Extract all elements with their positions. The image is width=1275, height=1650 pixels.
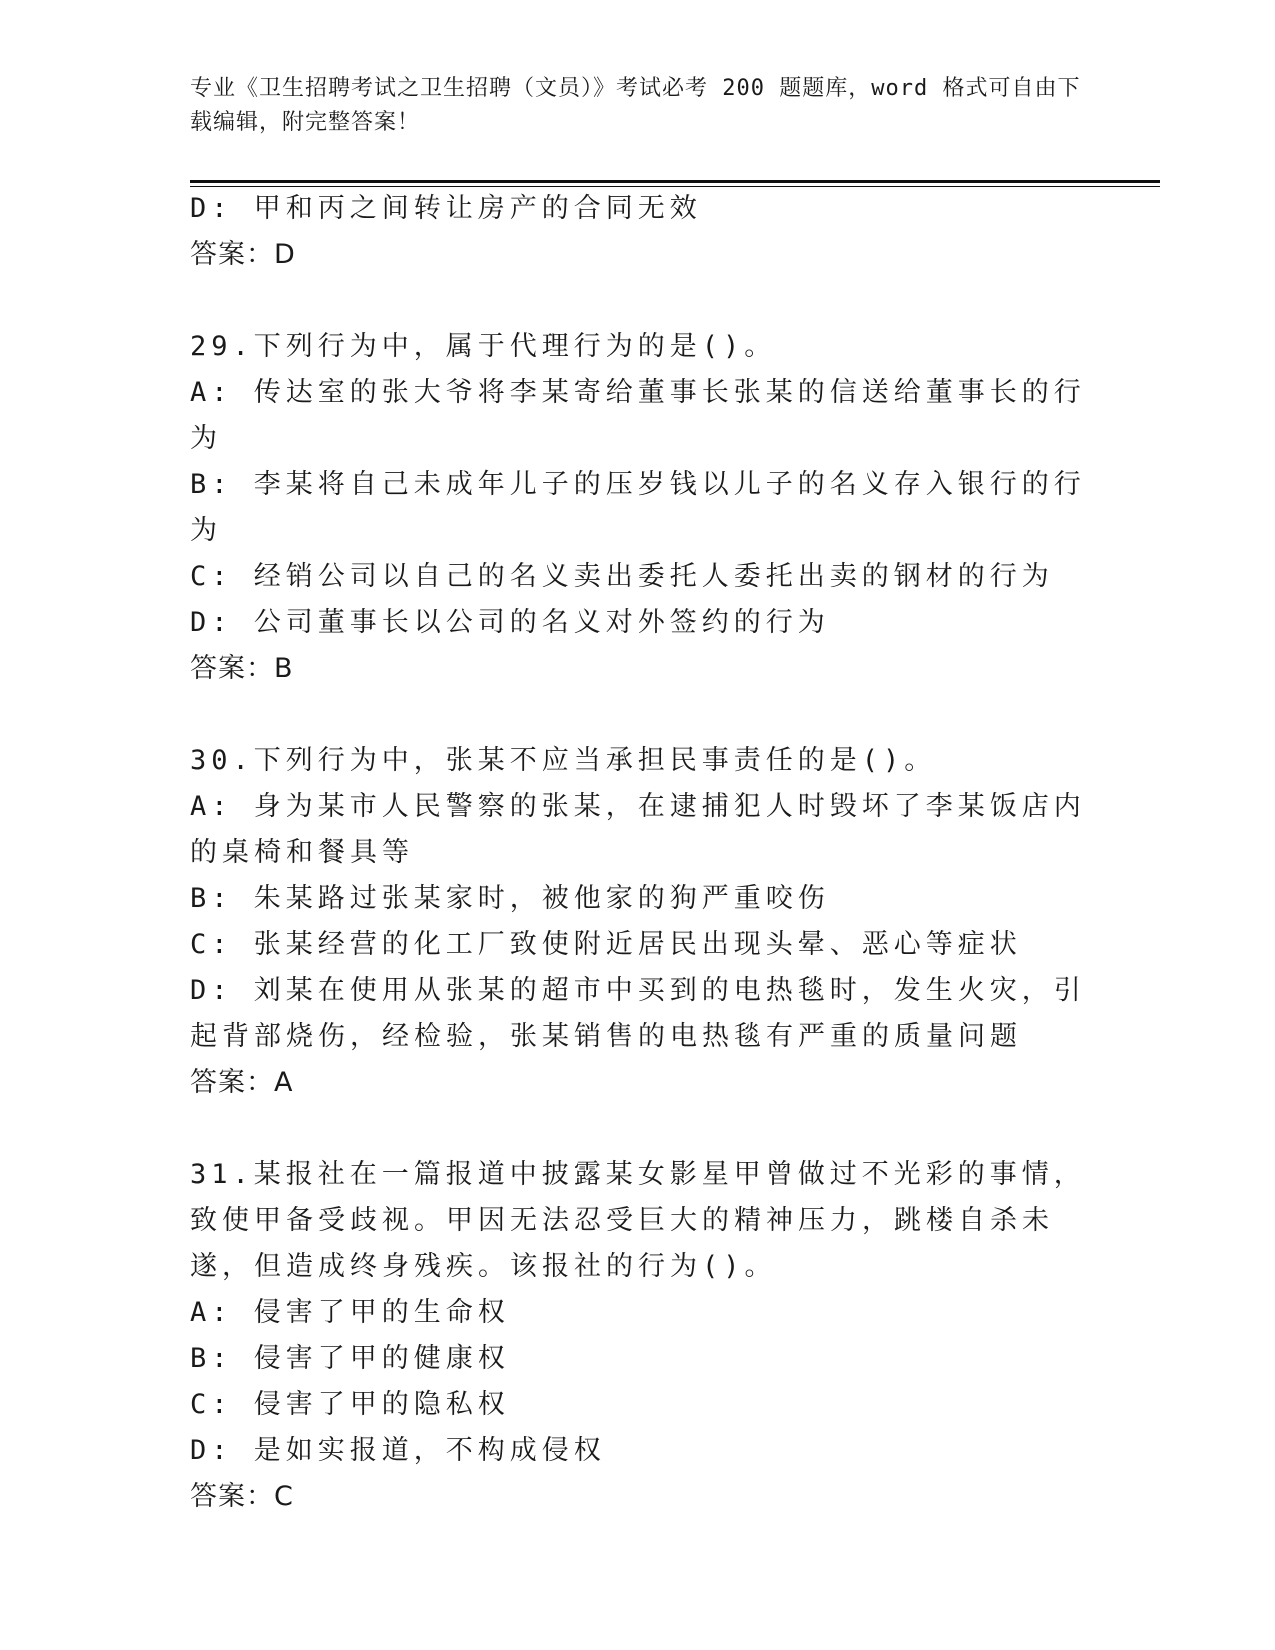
- option-b: B: 李某将自己未成年儿子的压岁钱以儿子的名义存入银行的行为: [190, 469, 1086, 546]
- prev-answer: 答案：D: [190, 239, 296, 270]
- option-c: C: 张某经营的化工厂致使附近居民出现头晕、恶心等症状: [190, 929, 1022, 960]
- question-stem: 29.下列行为中，属于代理行为的是()。: [190, 331, 777, 362]
- question-content: [190, 186, 1090, 1520]
- question-stem: 30.下列行为中，张某不应当承担民事责任的是()。: [190, 745, 937, 776]
- option-a: A: 身为某市人民警察的张某，在逮捕犯人时毁坏了李某饭店内的桌椅和餐具等: [190, 791, 1086, 868]
- answer-line: 答案：B: [190, 653, 294, 684]
- spacer: [190, 692, 1090, 738]
- answer-line: 答案：A: [190, 1067, 294, 1098]
- option-b: B: 朱某路过张某家时，被他家的狗严重咬伤: [190, 883, 830, 914]
- document-header: 专业《卫生招聘考试之卫生招聘（文员）》考试必考 200 题题库，word 格式可自由下载编辑，附完整答案！: [190, 76, 1081, 135]
- question-stem: 31.某报社在一篇报道中披露某女影星甲曾做过不光彩的事情，致使甲备受歧视。甲因无法忍受巨大的精神压力，跳楼自杀未遂，但造成终身残疾。该报社的行为()。: [190, 1159, 1086, 1282]
- option-c: C: 侵害了甲的隐私权: [190, 1389, 510, 1420]
- header-divider-thick: [190, 180, 1160, 183]
- option-d: D: 公司董事长以公司的名义对外签约的行为: [190, 607, 830, 638]
- question-29: [190, 324, 1090, 692]
- option-c: C: 经销公司以自己的名义卖出委托人委托出卖的钢材的行为: [190, 561, 1054, 592]
- question-30: [190, 738, 1090, 1106]
- spacer: [190, 278, 1090, 324]
- answer-line: 答案：C: [190, 1481, 294, 1512]
- option-a: A: 传达室的张大爷将李某寄给董事长张某的信送给董事长的行为: [190, 377, 1086, 454]
- option-a: A: 侵害了甲的生命权: [190, 1297, 510, 1328]
- option-d: D: 刘某在使用从张某的超市中买到的电热毯时，发生火灾，引起背部烧伤，经检验，张某销售的电热毯有严重的质量问题: [190, 975, 1086, 1052]
- question-31: [190, 1152, 1090, 1520]
- prev-option-d: D: 甲和丙之间转让房产的合同无效: [190, 193, 702, 224]
- option-b: B: 侵害了甲的健康权: [190, 1343, 510, 1374]
- spacer: [190, 1106, 1090, 1152]
- option-d: D: 是如实报道，不构成侵权: [190, 1435, 606, 1466]
